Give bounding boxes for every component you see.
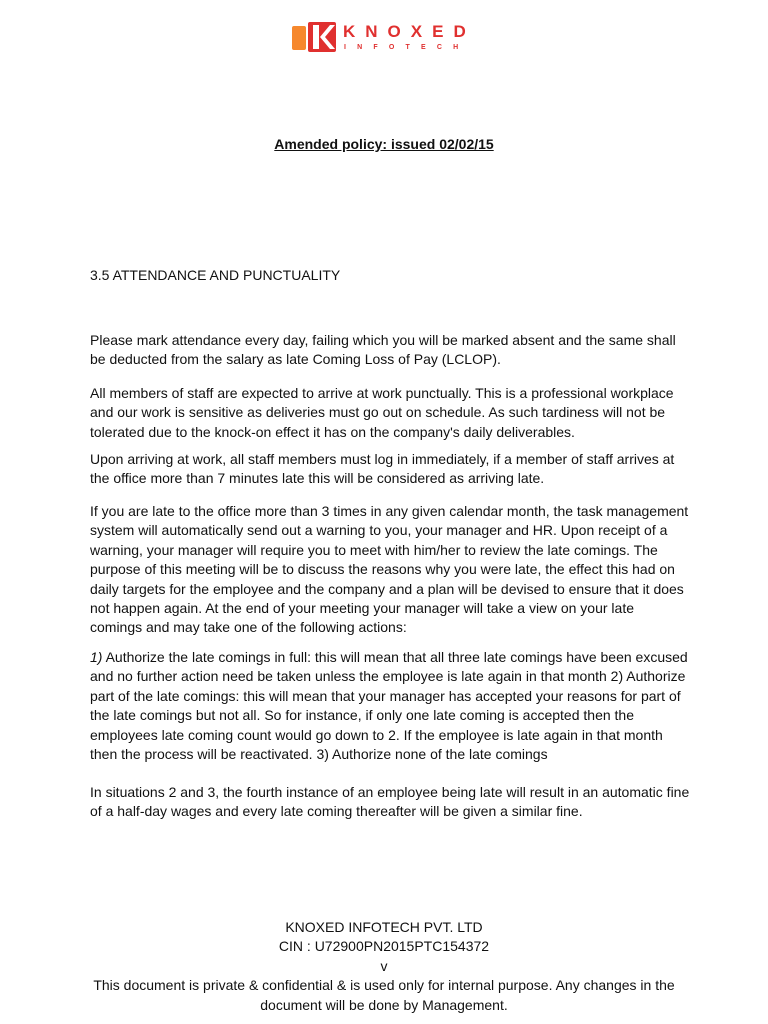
paragraph-attendance: Please mark attendance every day, failing which you will be marked absent and the same shall be deducted from the salary as late Coming Loss of Pay (LCLOP). [90, 332, 676, 368]
logo-tagline: INFOTECH [344, 44, 470, 51]
footer-mark: v [380, 957, 388, 974]
footer-notice: This document is private & confidential & is used only for internal purpose. Any changes in the document will be done by Management. [93, 977, 675, 1013]
paragraph-actions [90, 648, 690, 764]
logo-mark-icon [292, 20, 340, 54]
paragraph-fines: In situations 2 and 3, the fourth instance of an employee being late will result in an automatic fine of a half-day wages and every late coming thereafter will be given a similar fine. [90, 784, 690, 820]
company-logo [292, 20, 492, 54]
list-marker: 1) [90, 649, 103, 665]
footer-company: KNOXED INFOTECH PVT. LTD [285, 919, 483, 935]
document-title: Amended policy: issued 02/02/15 [274, 136, 494, 152]
paragraph-login: Upon arriving at work, all staff members must log in immediately, if a member of staff arrives at the office more than 7 minutes late this will be considered as arriving late. [90, 451, 675, 487]
actions-text: Authorize the late comings in full: this will mean that all three late comings have been excused and no further action need be taken unless the employee is late again in that month 2) Authorize part of the late comings: this will mean that your manager has accepted your reasons for part of the late comings but not all. So for instance, if only one late coming is accepted then the employees late coming count would go down to 2. If the employee is late again in that month then the process will be reactivated. 3) Authorize none of the late comings [90, 649, 688, 763]
paragraph-warning: If you are late to the office more than 3 times in any given calendar month, the task management system will automatically send out a warning to you, your manager and HR. Upon receipt of a warning, your manager will require you to meet with him/her to review the late comings. The purpose of this meeting will be to discuss the reasons why you were late, the effect this had on daily targets for the employee and the company and a plan will be devised to ensure that it does not happen again. At the end of your meeting your manager will take a view on your late comings and may take one of the following actions: [90, 503, 689, 636]
section-heading: 3.5 ATTENDANCE AND PUNCTUALITY [90, 267, 341, 283]
paragraph-punctuality: All members of staff are expected to arrive at work punctually. This is a professional workplace and our work is sensitive as deliveries must go out on schedule. As such tardiness will not be tolerated due to the knock-on effect it has on the company's daily deliverables. [90, 385, 674, 440]
footer-cin: CIN : U72900PN2015PTC154372 [278, 938, 490, 955]
page-footer [0, 918, 768, 1015]
logo-name: KNOXED [343, 22, 476, 41]
